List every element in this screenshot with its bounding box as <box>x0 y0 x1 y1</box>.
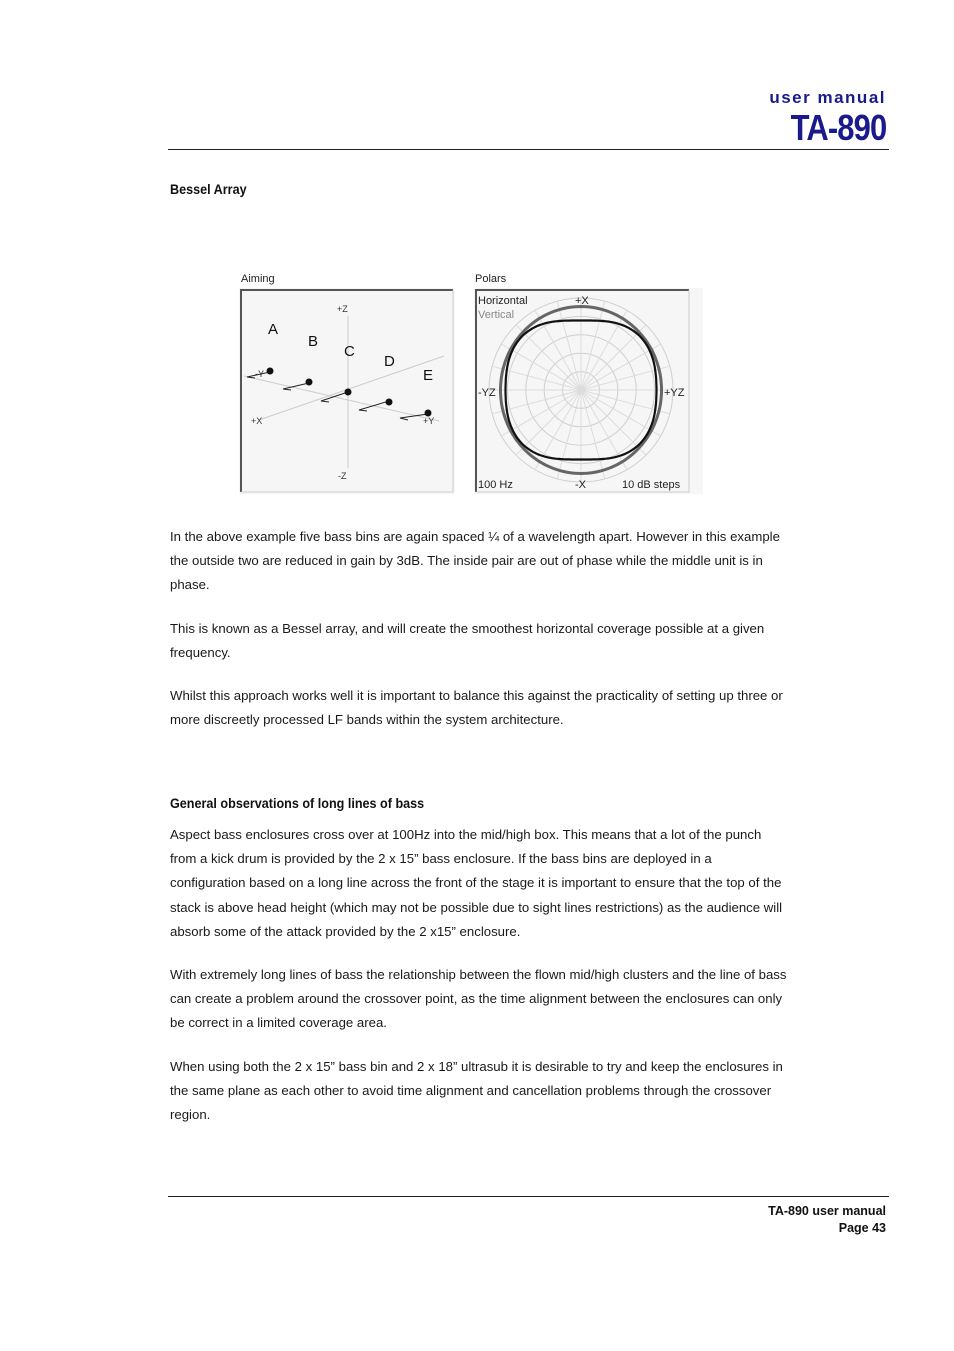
bessel-paragraph-3: Whilst this approach works well it is important to balance this against the practicality of setting up three or more discreetly processed LF bands within the system architecture. <box>170 688 783 728</box>
polars-title: Polars <box>475 273 507 285</box>
polar-legend-vertical: Vertical <box>478 309 515 321</box>
bessel-paragraph-1: In the above example five bass bins are again spaced ¼ of a wavelength apart. However in this example the outside two are reduced in gain by 3dB. The inside pair are out of phase while the middle unit is in phase. <box>170 529 780 593</box>
header-title: TA-890 <box>790 107 886 148</box>
label-py: +Y <box>423 416 435 426</box>
section-heading-observations: General observations of long lines of bass <box>170 795 425 811</box>
aiming-title: Aiming <box>241 273 275 285</box>
footer <box>768 1203 886 1237</box>
header-subtitle: user manual <box>769 88 886 107</box>
observation-paragraph-2: With extremely long lines of bass the relationship between the flown mid/high clusters and the line of bass can create a problem around the crossover point, as the time alignment between the enclosures can only be correct in a limited coverage area. <box>170 967 787 1031</box>
polar-label-left: -YZ <box>478 387 496 399</box>
polar-label-top: +X <box>575 295 589 307</box>
source-label-c: C <box>344 343 355 360</box>
footer-page-number: Page 43 <box>838 1221 886 1235</box>
label-pz: +Z <box>337 304 348 314</box>
footer-doc-title: TA-890 user manual <box>768 1204 886 1218</box>
polar-frequency: 100 Hz <box>478 479 513 491</box>
source-label-a: A <box>268 321 279 338</box>
observation-paragraph-1: Aspect bass enclosures cross over at 100Hz into the mid/high box. This means that a lot of the punch from a kick drum is provided by the 2 x 15” bass enclosure. If the bass bins are deployed in a configuration based on a long line across the front of the stage it is important to ensure that the top of the stack is above head height (which may not be possible due to sight lines restrictions) as the audience will absorb some of the attack provided by the 2 x15” enclosure. <box>170 827 783 939</box>
observation-paragraph-3: When using both the 2 x 15” bass bin and 2 x 18” ultrasub it is desirable to try and keep the enclosures in the same plane as each other to avoid time alignment and cancellation problems through the crossover region. <box>170 1058 783 1123</box>
source-dot-e <box>425 410 432 417</box>
source-label-d: D <box>384 353 395 370</box>
source-dot-d <box>386 399 393 406</box>
header-rule <box>168 149 889 150</box>
footer-rule <box>168 1196 889 1197</box>
observation-paragraphs <box>170 823 790 1127</box>
polar-legend-horizontal: Horizontal <box>478 295 528 307</box>
polar-grid <box>489 298 673 482</box>
polar-label-right: +YZ <box>664 387 685 399</box>
source-label-e: E <box>423 367 434 384</box>
source-dot-c <box>345 389 352 396</box>
source-label-b: B <box>308 333 319 350</box>
source-dot-a <box>267 368 274 375</box>
label-px: +X <box>251 416 263 426</box>
polar-steps: 10 dB steps <box>622 479 681 491</box>
section-heading-bessel: Bessel Array <box>170 181 247 197</box>
label-ny: -Y <box>255 369 264 379</box>
bessel-paragraph-2: This is known as a Bessel array, and will create the smoothest horizontal coverage possible at a given frequency. <box>170 620 765 660</box>
label-nz: -Z <box>338 471 347 481</box>
figure-svg <box>239 268 705 496</box>
polar-label-bottom: -X <box>575 479 586 491</box>
figure <box>239 268 705 496</box>
bessel-paragraphs <box>170 525 790 732</box>
source-dot-b <box>306 379 313 386</box>
